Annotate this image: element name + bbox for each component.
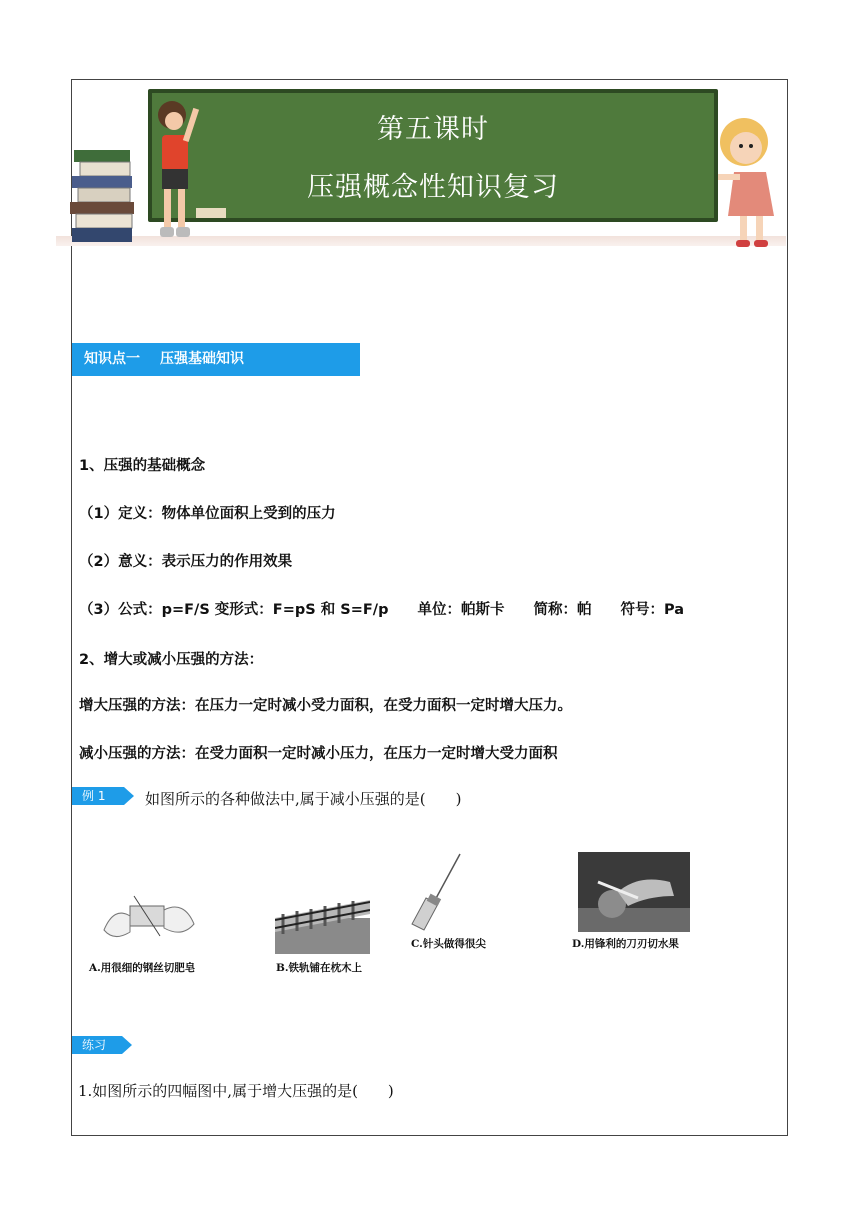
practice-question: 1.如图所示的四幅图中,属于增大压强的是( ) — [78, 1082, 394, 1100]
girl-writing-icon — [148, 97, 208, 247]
heading-basic-concept: 1、压强的基础概念 — [79, 458, 206, 474]
railway-icon — [275, 882, 370, 954]
option-d-caption: D.用锋利的刀刃切水果 — [572, 938, 679, 950]
example-tag: 例 1 — [72, 787, 124, 805]
girl-pointing-icon — [714, 112, 798, 250]
section-header — [72, 343, 360, 376]
lesson-title: 压强概念性知识复习 — [307, 172, 559, 203]
practice-tag: 练习 — [72, 1036, 122, 1054]
soap-wire-icon — [100, 886, 198, 956]
section-title: 压强基础知识 — [160, 351, 244, 367]
formula-text: （3）公式：p=F/S 变形式：F=pS 和 S=F/p 单位：帕斯卡 简称：帕 符号：Pa — [79, 602, 684, 618]
option-c-caption: C.针头做得很尖 — [411, 938, 486, 950]
section-label: 知识点一 — [84, 351, 140, 367]
lesson-number: 第五课时 — [377, 114, 489, 145]
option-b-caption: B.铁轨铺在枕木上 — [276, 962, 363, 974]
option-a-caption: A.用很细的钢丝切肥皂 — [89, 962, 196, 974]
needle-icon — [404, 852, 462, 932]
decrease-method-text: 减小压强的方法：在受力面积一定时减小压力，在压力一定时增大受力面积 — [79, 746, 558, 762]
books-icon — [70, 150, 136, 244]
increase-method-text: 增大压强的方法：在压力一定时减小受力面积，在受力面积一定时增大压力。 — [79, 698, 572, 714]
heading-methods: 2、增大或减小压强的方法： — [79, 652, 264, 668]
definition-text: （1）定义：物体单位面积上受到的压力 — [79, 506, 336, 522]
meaning-text: （2）意义：表示压力的作用效果 — [79, 554, 293, 570]
example-question: 如图所示的各种做法中,属于减小压强的是( ) — [145, 790, 462, 808]
knife-fruit-icon — [578, 852, 690, 932]
chalkboard — [148, 89, 718, 222]
